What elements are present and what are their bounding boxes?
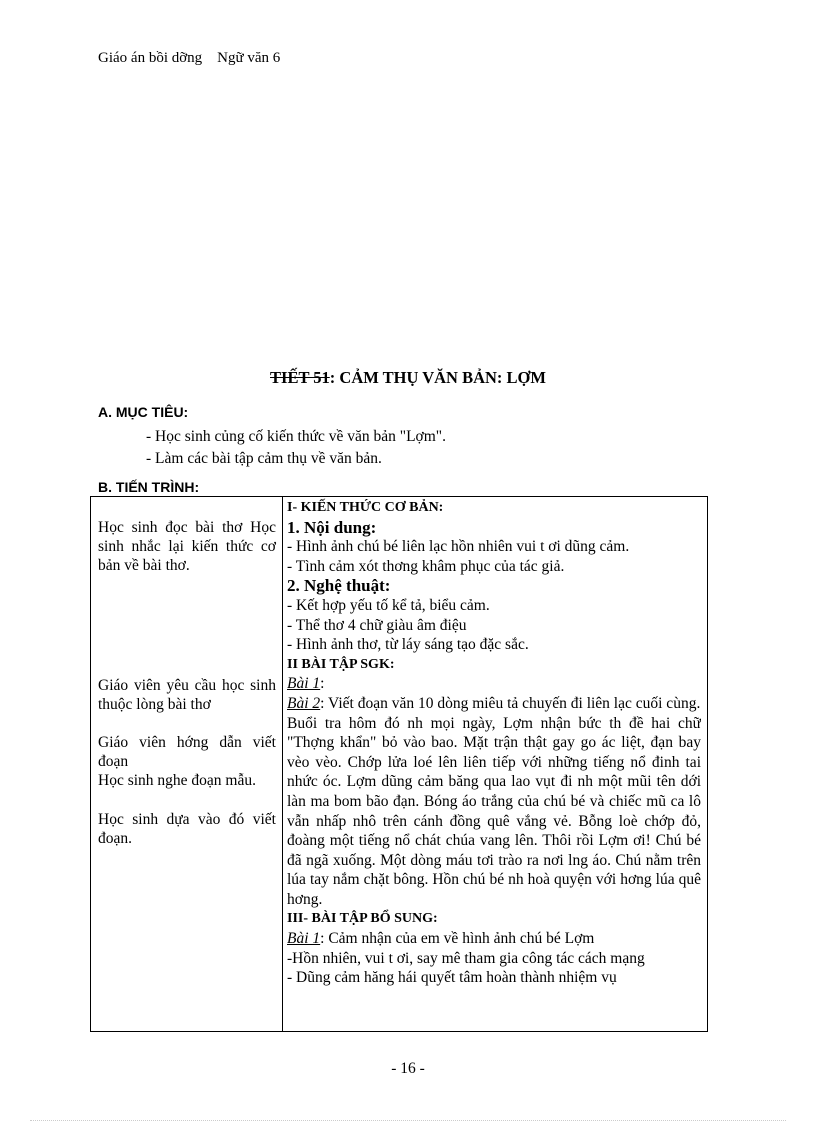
table-column-divider [282,496,283,1032]
section-a-heading: A. MỤC TIÊU: [98,404,189,420]
left-activity-2: Giáo viên yêu cầu học sinh thuộc lòng bài thơ [98,677,276,713]
heading-bai-tap-sgk: II BÀI TẬP SGK: [287,656,395,672]
content-line: - Tình cảm xót thơng khâm phục của tác giả. [287,557,565,575]
page-header: Giáo án bồi dỡng Ngữ văn 6 [98,50,281,66]
sample-paragraph: Buổi tra hôm đó nh mọi ngày, Lợm nhận bức th đề hai chữ "Thợng khẩn" bỏ vào bao. Mặt trận thật gay go ác liệt, đạn bay vèo vèo. Chớp lửa loé lên liên tiếp với những tiếng nổ đinh tai nhức óc. Lợm dũng cảm băng qua lao vụt đi nh một mũi tên dới làn ma bom bão đạn. Bóng áo trắng của chú bé và chiếc mũ ca lô vẫn nhấp nhô trên cánh đồng quê vắng vẻ. Bỗng loè chớp đỏ, đoàng một tiếng nổ chát chúa vang lên. Thôi rồi Lợm ơi! Chú bé đã ngã xuống. Một dòng máu tơi trào ra nơi lng áo. Chú nằm trên lúa tay nắm chặt bông. Hồn chú bé nh hoà quyện với hơng lúa quê hơng. [287,714,701,908]
content-line: - Hình ảnh chú bé liên lạc hồn nhiên vui t ơi dũng cảm. [287,538,630,556]
content-line: - Thể thơ 4 chữ giàu âm điệu [287,616,467,634]
exercise-2-text: : Viết đoạn văn 10 dòng miêu tả chuyến đi liên lạc cuối cùng. [320,694,701,712]
lesson-number-struck: TIẾT 51 [270,368,330,387]
page-bottom-rule [30,1120,786,1121]
exercise-1 [287,674,701,694]
lesson-title [0,368,816,388]
objective-item: - Học sinh củng cố kiến thức về văn bản "Lợm". [146,428,446,445]
left-activity-5: Học sinh dựa vào đó viết đoạn. [98,811,276,847]
extra-exercise-1 [287,929,701,949]
content-line: - Kết hợp yếu tố kể tả, biểu cảm. [287,596,490,614]
section-b-heading: B. TIẾN TRÌNH: [98,479,200,495]
exercise-1-text: : [320,675,325,693]
content-line: - Dũng cảm hăng hái quyết tâm hoàn thành nhiệm vụ [287,969,617,987]
heading-bai-tap-bo-sung: III- BÀI TẬP BỔ SUNG: [287,911,438,927]
exercise-2-label: Bài 2 [287,694,321,712]
heading-kien-thuc: I- KIẾN THỨC CƠ BẢN: [287,500,444,515]
left-activity-3: Giáo viên hớng dẫn viết đoạn [98,734,276,770]
content-line: - Hình ảnh thơ, từ láy sáng tạo đặc sắc. [287,636,529,654]
content-line: -Hồn nhiên, vui t ơi, say mê tham gia công tác cách mạng [287,949,645,967]
exercise-2 [287,694,701,714]
extra-exercise-1-label: Bài 1 [287,930,321,948]
extra-exercise-1-text: : Cảm nhận của em về hình ảnh chú bé Lợm [320,930,595,948]
heading-noi-dung: 1. Nội dung: [287,517,377,537]
objective-item: - Làm các bài tập cảm thụ về văn bản. [146,450,382,467]
heading-nghe-thuat: 2. Nghệ thuật: [287,576,391,596]
left-activity-4: Học sinh nghe đoạn mẫu. [98,772,256,789]
left-activity-1: Học sinh đọc bài thơ Học sinh nhắc lại kiến thức cơ bản về bài thơ. [98,519,276,574]
right-content [287,498,701,988]
exercise-1-label: Bài 1 [287,675,321,693]
page-number: - 16 - [391,1060,425,1077]
lesson-title-text: : CẢM THỤ VĂN BẢN: LỢM [329,368,546,387]
